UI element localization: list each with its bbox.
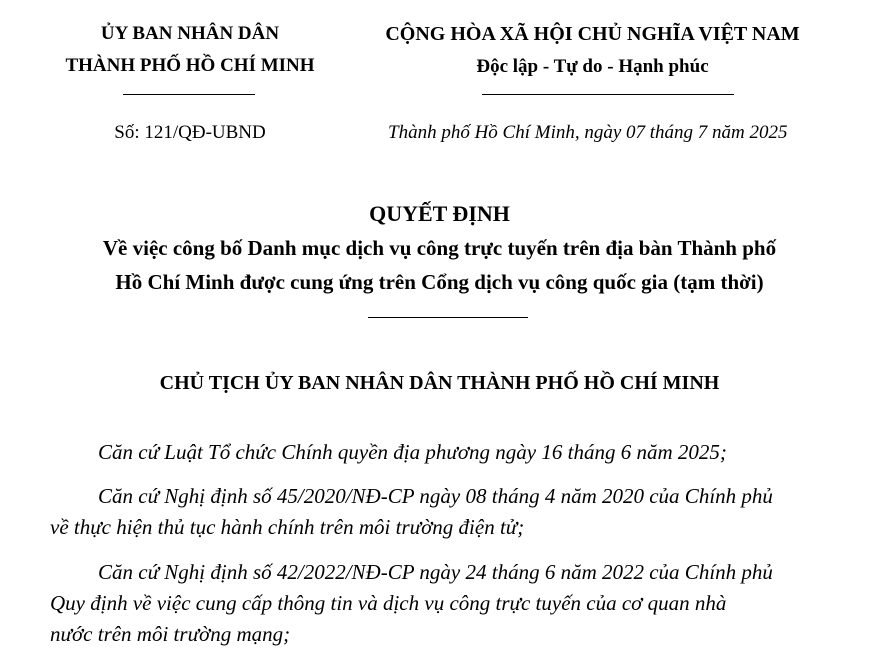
agency-name-line1: ỦY BAN NHÂN DÂN bbox=[100, 23, 280, 44]
basis-3-line2: Quy định về việc cung cấp thông tin và dịch vụ công trực tuyến của cơ quan nhà bbox=[50, 591, 727, 615]
basis-3-line3: nước trên môi trường mạng; bbox=[50, 622, 291, 646]
decision-subtitle-line2: Hồ Chí Minh được cung ứng trên Cổng dịch vụ công quốc gia (tạm thời) bbox=[115, 270, 764, 294]
agency-underline bbox=[123, 94, 255, 95]
agency-name-line2: THÀNH PHỐ HỒ CHÍ MINH bbox=[65, 55, 315, 76]
basis-2-line2: về thực hiện thủ tục hành chính trên môi trường điện tử; bbox=[50, 515, 525, 539]
document-number: Số: 121/QĐ-UBND bbox=[114, 122, 266, 143]
basis-2-line1: Căn cứ Nghị định số 45/2020/NĐ-CP ngày 08 tháng 4 năm 2020 của Chính phủ bbox=[98, 484, 773, 508]
motto-underline bbox=[482, 94, 734, 95]
basis-1-line1: Căn cứ Luật Tổ chức Chính quyền địa phương ngày 16 tháng 6 năm 2025; bbox=[98, 440, 727, 464]
title-underline bbox=[368, 317, 528, 318]
national-title: CỘNG HÒA XÃ HỘI CHỦ NGHĨA VIỆT NAM bbox=[385, 23, 800, 45]
basis-3-line1: Căn cứ Nghị định số 42/2022/NĐ-CP ngày 24 tháng 6 năm 2022 của Chính phủ bbox=[98, 560, 773, 584]
authority-heading: CHỦ TỊCH ỦY BAN NHÂN DÂN THÀNH PHỐ HỒ CHÍ MINH bbox=[159, 372, 720, 394]
national-motto: Độc lập - Tự do - Hạnh phúc bbox=[476, 56, 709, 77]
decision-title: QUYẾT ĐỊNH bbox=[369, 201, 510, 226]
place-date: Thành phố Hồ Chí Minh, ngày 07 tháng 7 năm 2025 bbox=[388, 122, 788, 143]
decision-subtitle-line1: Về việc công bố Danh mục dịch vụ công trực tuyến trên địa bàn Thành phố bbox=[102, 236, 777, 260]
